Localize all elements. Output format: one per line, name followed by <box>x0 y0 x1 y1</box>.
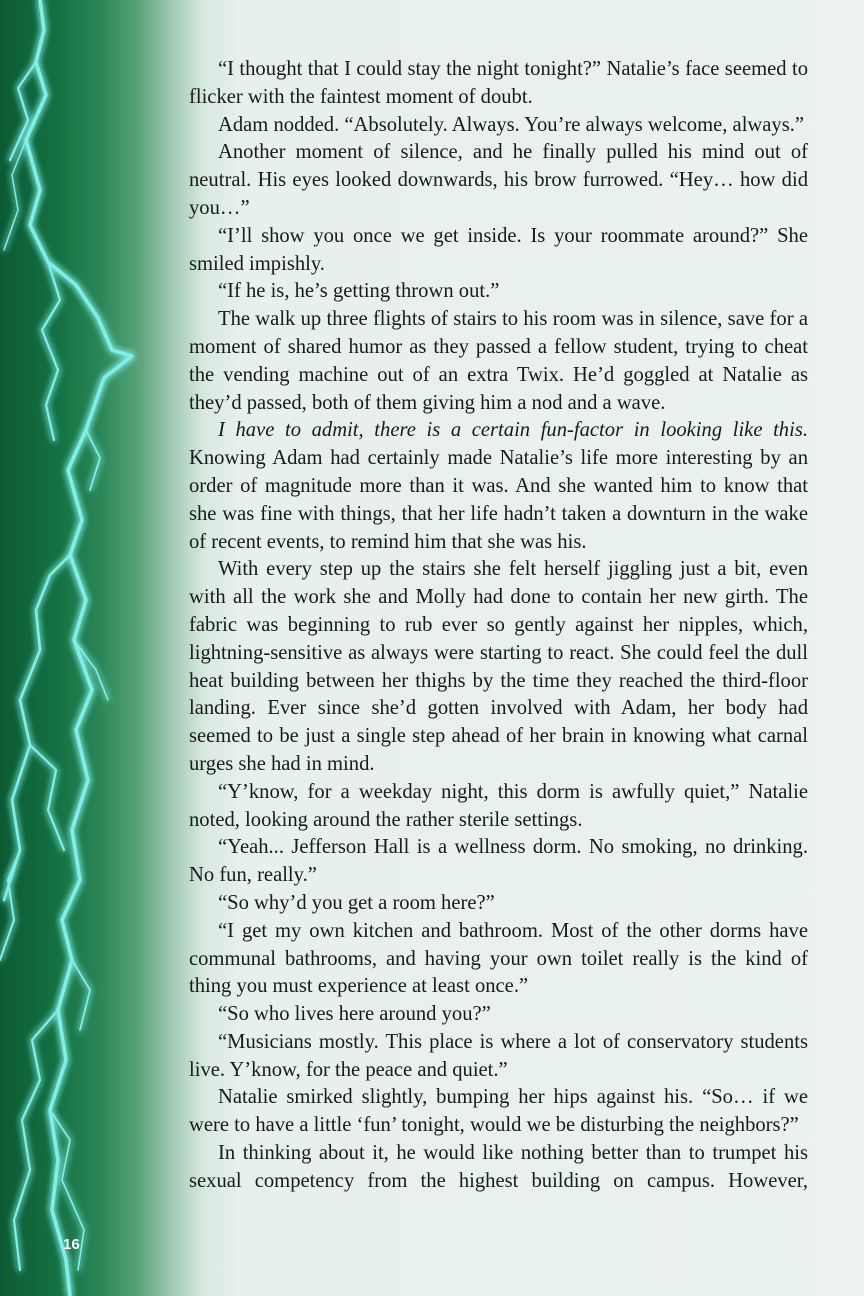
paragraph-12: “I get my own kitchen and bathroom. Most of the other dorms have communal bathrooms, and having your own toilet really is the kind of thing you must experience at least once.” <box>189 919 808 998</box>
paragraph-7 <box>189 417 808 556</box>
paragraph-5: “If he is, he’s getting thrown out.” <box>218 280 500 303</box>
paragraph-4: “I’ll show you once we get inside. Is your roommate around?” She smiled impishly. <box>189 224 808 275</box>
paragraph-6: The walk up three flights of stairs to his room was in silence, save for a moment of shared humor as they passed a fellow student, trying to cheat the vending machine out of an extra Twix. He’d goggled at Natalie as they’d passed, both of them giving him a nod and a wave. <box>189 308 808 414</box>
page-number: 16 <box>63 1236 80 1253</box>
paragraph-8: With every step up the stairs she felt herself jiggling just a bit, even with all the work she and Molly had done to contain her new girth. The fabric was beginning to rub ever so gently against her nipples, which, lightning-sensitive as always were starting to react. She could feel the dull heat building between her thighs by the time they reached the third-floor landing. Ever since she’d gotten involved with Adam, her body had seemed to be just a single step ahead of her brain in knowing what carnal urges she had in mind. <box>189 558 808 775</box>
paragraph-13: “So who lives here around you?” <box>218 1003 491 1026</box>
paragraph-15: Natalie smirked slightly, bumping her hips against his. “So… if we were to have a little ‘fun’ tonight, would we be disturbing the neighbors?” <box>189 1086 808 1137</box>
paragraph-11: “So why’d you get a room here?” <box>218 891 495 914</box>
paragraph-2: Adam nodded. “Absolutely. Always. You’re always welcome, always.” <box>218 113 805 136</box>
paragraph-16: In thinking about it, he would like nothing better than to trumpet his sexual competency from the highest building on campus. However, <box>189 1142 808 1192</box>
paragraph-10: “Yeah... Jefferson Hall is a wellness dorm. No smoking, no drinking. No fun, really.” <box>189 836 808 887</box>
paragraph-7-text: Knowing Adam had certainly made Natalie’s life more interesting by an order of magnitude more than it was. And she wanted him to know that she was fine with things, that her life hadn’t taken a downturn in the wake of recent events, to remind him that she was his. <box>189 447 808 553</box>
text-block <box>189 56 808 1196</box>
paragraph-1: “I thought that I could stay the night tonight?” Natalie’s face seemed to flicker with the faintest moment of doubt. <box>189 58 808 108</box>
paragraph-3: Another moment of silence, and he finally pulled his mind out of neutral. His eyes looked downwards, his brow furrowed. “Hey… how did you…” <box>189 141 808 219</box>
paragraph-14: “Musicians mostly. This place is where a lot of conservatory students live. Y’know, for the peace and quiet.” <box>189 1030 808 1081</box>
paragraph-9: “Y’know, for a weekday night, this dorm is awfully quiet,” Natalie noted, looking around the rather sterile settings. <box>189 780 808 831</box>
lightning-decoration <box>0 0 180 1296</box>
italic-thought: I have to admit, there is a certain fun-factor in looking like this. <box>218 419 808 442</box>
